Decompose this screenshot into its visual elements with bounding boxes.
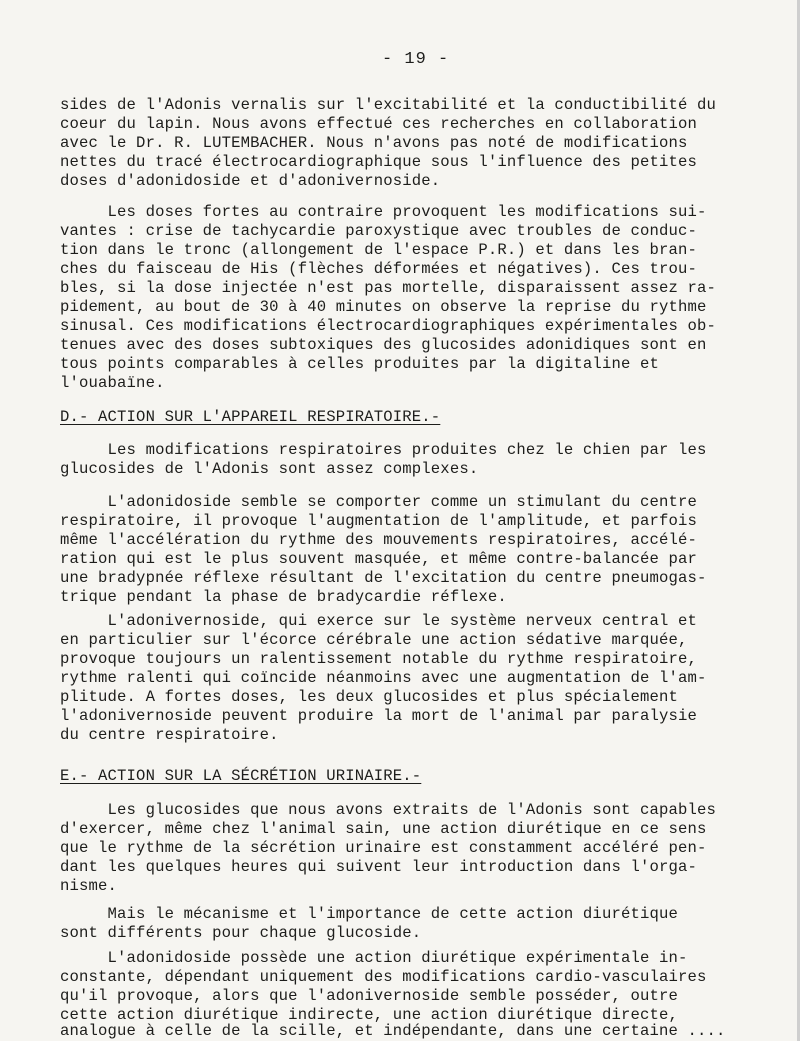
text-line: tous points comparables à celles produites par la digitaline et — [60, 355, 659, 373]
text-line: dant les quelques heures qui suivent leur introduction dans l'orga- — [60, 858, 698, 876]
text-line: nisme. — [60, 877, 118, 895]
text-line: du centre respiratoire. — [60, 726, 279, 744]
text-line: même l'accélération du rythme des mouvements respiratoires, accélé- — [60, 531, 698, 549]
text-line: d'exercer, même chez l'animal sain, une action diurétique en ce sens — [60, 820, 707, 838]
text-line: une bradypnée réflexe résultant de l'excitation du centre pneumogas- — [60, 569, 707, 587]
text-line: rythme ralenti qui coïncide néanmoins avec une augmentation de l'am- — [60, 669, 707, 687]
text-line: ches du faisceau de His (flèches déformées et négatives). Ces trou- — [60, 260, 698, 278]
text-line: doses d'adonidoside et d'adonivernoside. — [60, 172, 441, 190]
text-line: avec le Dr. R. LUTEMBACHER. Nous n'avons pas noté de modifications — [60, 134, 688, 152]
text-line: Les modifications respiratoires produites chez le chien par les — [60, 441, 707, 459]
text-line: l'ouabaïne. — [60, 374, 165, 392]
text-line: Mais le mécanisme et l'importance de cette action diurétique — [60, 905, 679, 923]
text-line: pidement, au bout de 30 à 40 minutes on observe la reprise du rythme — [60, 298, 707, 316]
text-line: glucosides de l'Adonis sont assez complexes. — [60, 460, 479, 478]
text-line: que le rythme de la sécrétion urinaire est constamment accéléré pen- — [60, 839, 707, 857]
text-line: Les glucosides que nous avons extraits de l'Adonis sont capables — [60, 801, 717, 819]
text-line: vantes : crise de tachycardie paroxystique avec troubles de conduc- — [60, 222, 698, 240]
text-line: L'adonivernoside, qui exerce sur le système nerveux central et — [60, 612, 698, 630]
text-line: analogue à celle de la scille, et indépendante, dans une certaine .... — [60, 1022, 726, 1040]
text-line: nettes du tracé électrocardiographique sous l'influence des petites — [60, 153, 698, 171]
text-line: constante, dépendant uniquement des modifications cardio-vasculaires — [60, 968, 707, 986]
text-line: cette action diurétique indirecte, une action diurétique directe, — [60, 1006, 679, 1024]
text-line: trique pendant la phase de bradycardie réflexe. — [60, 588, 507, 606]
text-line: bles, si la dose injectée n'est pas mortelle, disparaissent assez ra- — [60, 279, 717, 297]
text-line: ration qui est le plus souvent masquée, et même contre-balancée par — [60, 550, 698, 568]
text-line: L'adonidoside possède une action diurétique expérimentale in- — [60, 949, 688, 967]
text-line: l'adonivernoside peuvent produire la mort de l'animal par paralysie — [60, 707, 698, 725]
text-line: L'adonidoside semble se comporter comme un stimulant du centre — [60, 493, 698, 511]
text-line: Les doses fortes au contraire provoquent les modifications sui- — [60, 203, 707, 221]
text-line: en particulier sur l'écorce cérébrale une action sédative marquée, — [60, 631, 688, 649]
section-heading: E.- ACTION SUR LA SÉCRÉTION URINAIRE.- — [60, 767, 422, 785]
text-line: plitude. A fortes doses, les deux glucosides et plus spécialement — [60, 688, 679, 706]
section-heading: D.- ACTION SUR L'APPAREIL RESPIRATOIRE.- — [60, 408, 441, 426]
text-line: provoque toujours un ralentissement notable du rythme respiratoire, — [60, 650, 698, 668]
text-line: tion dans le tronc (allongement de l'espace P.R.) et dans les bran- — [60, 241, 698, 259]
text-line: qu'il provoque, alors que l'adonivernoside semble posséder, outre — [60, 987, 679, 1005]
text-line: tenues avec des doses subtoxiques des glucosides adonidiques sont en — [60, 336, 707, 354]
text-line: sinusal. Ces modifications électrocardiographiques expérimentales ob- — [60, 317, 717, 335]
page-number: - 19 - — [382, 50, 450, 69]
text-line: coeur du lapin. Nous avons effectué ces recherches en collaboration — [60, 115, 698, 133]
text-line: respiratoire, il provoque l'augmentation de l'amplitude, et parfois — [60, 512, 698, 530]
text-line: sont différents pour chaque glucoside. — [60, 924, 422, 942]
text-line: sides de l'Adonis vernalis sur l'excitabilité et la conductibilité du — [60, 96, 717, 114]
